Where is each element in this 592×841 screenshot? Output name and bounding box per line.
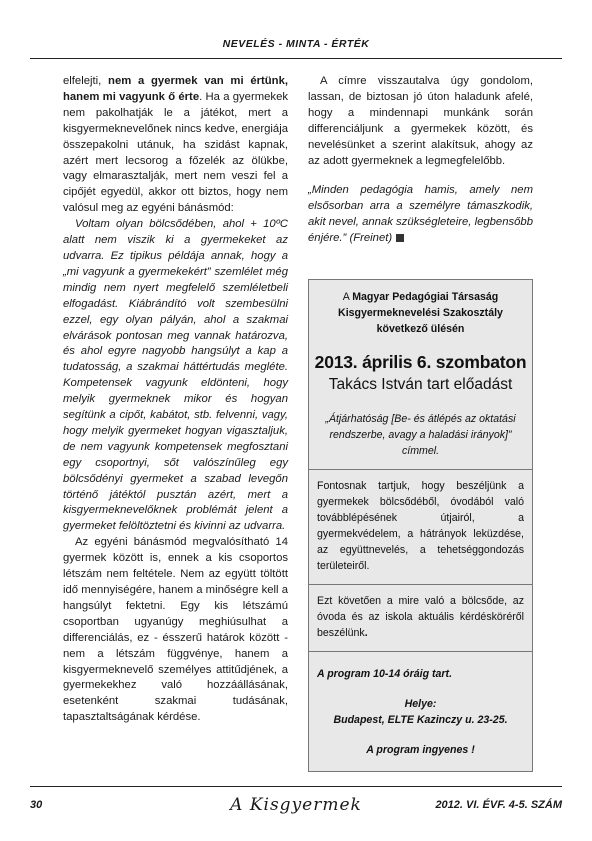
- lecture-title: „Átjárhatóság [Be- és átlépés az oktatási rendszerbe, avagy a haladási irányok]” címmel.: [325, 413, 516, 457]
- venue: [309, 696, 532, 728]
- left-column: [63, 74, 288, 726]
- issue-info: 2012. VI. ÉVF. 4-5. SZÁM: [435, 799, 562, 811]
- venue-address: Budapest, ELTE Kazinczy u. 23-25.: [333, 714, 508, 726]
- event-date: 2013. április 6. szombaton: [314, 352, 527, 372]
- box-divider: [309, 469, 532, 470]
- end-mark-icon: [396, 234, 404, 242]
- left-paragraph-3: Az egyéni bánásmód megvalósítható 14 gyermek között is, ennek a kis csoportos létszám nem feltétele. Nem az együtt töltött idő mennyiségére, hanem a minőségre kell a hangsúlyt fektetni. Egy kis létszámú csoportban ugyanúgy meghiúsulhat a differenciálás, ez - ésszerű határok között - nem a létszám függvénye, hanem a kisgyermeknevelő személyes attitűdjének, a gyermekekhez való hozzáállásának, esetenként szakmai tudásának, tapasztaltságának kérdése.: [63, 536, 288, 724]
- venue-label: Helye:: [404, 698, 437, 710]
- event-speaker: Takács István tart előadást: [328, 376, 513, 393]
- right-paragraph-1: A címre visszautalva úgy gondolom, lassan, de biztosan jó úton haladunk afelé, hogy a mindennapi munkánk során differenciáljunk a gyermekek között, és nevelésünket a szerint alakítsuk, ahogy az az adott gyermeknek a legmegfelelőbb.: [308, 75, 533, 167]
- freinet-quote: „Minden pedagógia hamis, amely nem elsősorban arra a személyre támaszkodik, akit nevel, annak szükségleteire, legbensőbb énjére.” (Freinet): [308, 184, 533, 245]
- right-column: [308, 74, 533, 247]
- announcement-intro: A Magyar Pedagógiai Társaság Kisgyermeknevelési Szakosztály következő ülésén: [338, 291, 503, 335]
- page-footer: [30, 795, 562, 819]
- free-entry-note: A program ingyenes !: [366, 744, 475, 756]
- header-divider: [30, 58, 562, 59]
- emphasis-text: nem a gyermek van mi értünk, hanem mi vagyunk ő érte: [63, 75, 288, 103]
- footer-divider: [30, 786, 562, 787]
- box-divider: [309, 651, 532, 652]
- program-time: A program 10-14 óráig tart.: [317, 668, 453, 680]
- event-announcement-box: [308, 279, 533, 772]
- running-header: NEVELÉS - MINTA - ÉRTÉK: [222, 38, 370, 50]
- left-paragraph-1: elfelejti, nem a gyermek van mi értünk, hanem mi vagyunk ő érte. Ha a gyermekek nem pakolhatják le a játékot, mert a kisgyermeknevelőnek nincs kedve, energiája összepakolni utánuk, ha szidást kapnak, azért mert lecsorog a főzelék az ölükbe, vagy elmarasztalják, mert nem veszi fel a cipőjét egyedül, akkor ott biztos, hogy nem valósul meg az egyéni bánásmód:: [63, 75, 289, 215]
- page-number: 30: [30, 799, 43, 811]
- box-divider: [309, 584, 532, 585]
- left-paragraph-2: Voltam olyan bölcsődében, ahol + 10ºC alatt nem viszik ki a gyermekeket az udvarra. Ez tipikus példája annak, hogy a „mi vagyunk a gyermekekért” szemlélet még mindig nem nyert megfelelő szemléletbeli elfogadást. Kiábrándító volt szembesülni ezzel, egy olyan pályán, ahol a szakmai elvárások pontosan meg vannak határozva, és ahol egyre nagyobb hangsúlyt a kap a tudatosság, a szakmai háttértudás megléte. Kompetensek vagyunk eldönteni, hogy melyik gyermeknek mikor és hogyan segítünk a cipőt, kabátot, stb. felvenni, vagy, hogy melyik gyermeket hogyan vigasztaljuk, de nem vagyunk kompetensek megfosztani egy csoportnyi, sőt valószínűleg egy bölcsődényi gyermeket a szabad levegőn történő játéktól pusztán azért, mert a kisgyermeknevelőknek problémát jelent a gyermeket felöltöztetni és kivinni az udvarra.: [63, 218, 288, 533]
- magazine-title: A Kisgyermek: [230, 795, 362, 815]
- announcement-paragraph-2: Ezt követően a mire való a bölcsőde, az óvoda és az iskola aktuális kérdésköréről beszélünk.: [317, 595, 524, 639]
- announcement-paragraph-1: Fontosnak tartjuk, hogy beszéljünk a gyermekek bölcsődéből, óvodából való továbblépésének útjairól, a gyermekvédelem, a hátrányok leküzdése, az együttnevelés, a tehetséggondozás területeiről.: [317, 480, 524, 572]
